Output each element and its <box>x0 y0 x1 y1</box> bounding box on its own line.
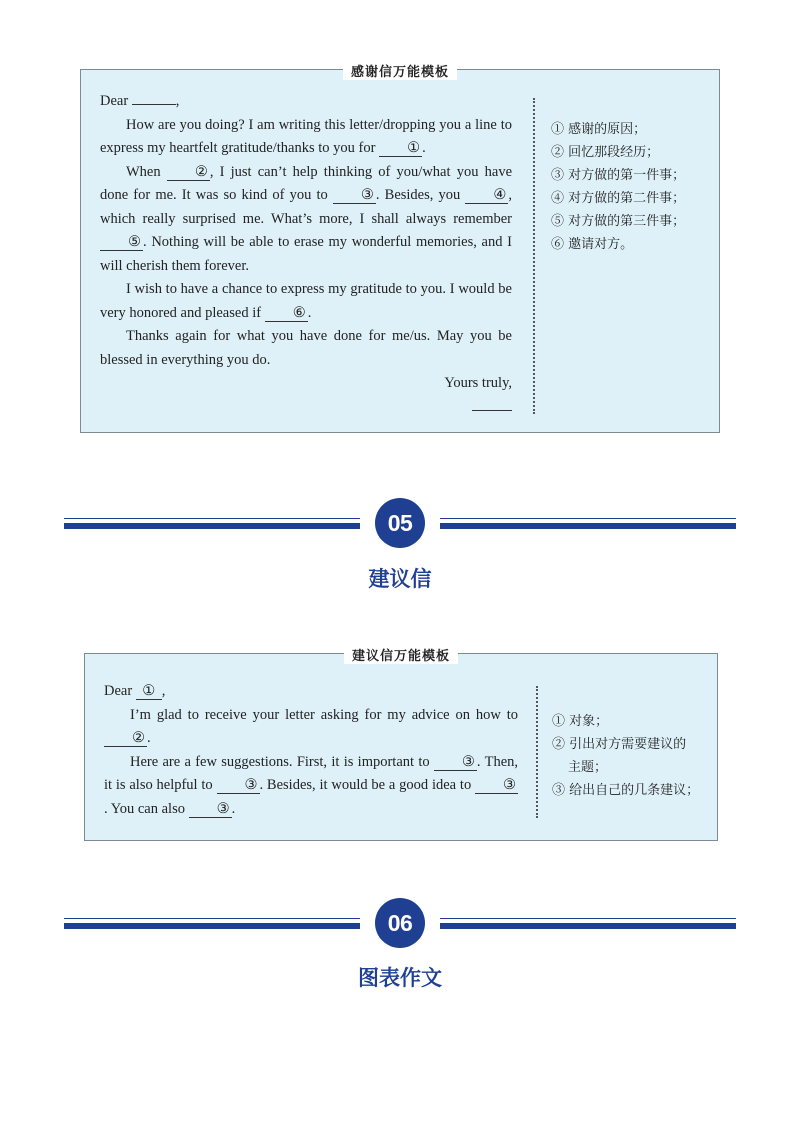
note-item: ④ 对方做的第二件事； <box>551 191 686 206</box>
name-blank <box>132 92 176 105</box>
blank-marker: ⑥ <box>265 305 308 322</box>
advice-letter-body <box>104 680 518 821</box>
header-rule-left <box>64 523 360 529</box>
blank-marker: ② <box>104 730 147 747</box>
note-item: ③ 对方做的第一件事； <box>551 168 686 183</box>
blank-marker: ④ <box>465 187 508 204</box>
thanks-greeting: Dear , <box>100 93 180 109</box>
thanks-closing: Yours truly, <box>444 375 512 391</box>
note-item: 主题； <box>568 760 608 775</box>
thanks-paragraph-1: How are you doing? I am writing this letter/dropping you a line to express my heartfelt gratitude/thanks to you for ① . <box>100 116 512 156</box>
blank-marker: ③ <box>434 754 477 771</box>
thanks-notes <box>551 118 711 256</box>
note-item: ② 引出对方需要建议的 <box>552 737 687 752</box>
blank-marker: ② <box>167 164 210 181</box>
blank-marker: ③ <box>475 777 518 794</box>
section-06-title: 图表作文 <box>358 966 442 990</box>
thanks-letter-template <box>80 65 720 433</box>
dotted-divider <box>536 686 538 818</box>
blank-marker: ① <box>379 140 422 157</box>
dotted-divider <box>533 98 535 414</box>
blank-marker: ⑤ <box>100 234 143 251</box>
advice-paragraph-2: Here are a few suggestions. First, it is important to ③ . Then, it is also helpful to ③ . Besides, it would be a good idea to ③. You can also ③ . <box>104 753 518 817</box>
section-05-title: 建议信 <box>368 567 432 591</box>
thanks-letter-body <box>100 90 512 419</box>
section-number-badge: 06 <box>375 898 425 948</box>
note-item: ③ 给出自己的几条建议； <box>552 783 700 798</box>
note-item: ⑥ 邀请对方。 <box>551 237 634 252</box>
blank-marker: ① <box>136 683 162 700</box>
note-item: ① 感谢的原因； <box>551 122 647 137</box>
header-rule-right <box>440 523 736 529</box>
blank-marker: ③ <box>333 187 376 204</box>
thanks-template-title: 感谢信万能模板 <box>343 61 457 80</box>
advice-notes <box>552 710 712 802</box>
note-item: ⑤ 对方做的第三件事； <box>551 214 686 229</box>
blank-marker: ③ <box>217 777 260 794</box>
signature-line <box>100 396 512 420</box>
section-05-header <box>64 498 736 558</box>
advice-letter-template <box>84 649 718 841</box>
header-rule-left <box>64 923 360 929</box>
advice-paragraph-1: I’m glad to receive your letter asking for my advice on how to ② . <box>104 704 518 751</box>
header-rule-right <box>440 923 736 929</box>
thanks-paragraph-2: When ② , I just can’t help thinking of you/what you have done for me. It was so kind of you to ③ . Besides, you ④ , which really surprised me. What’s more, I shall always remember ⑤ . Nothing will be able to erase my wonderful memories, and I will cherish them forever. <box>100 163 513 274</box>
section-06-header <box>64 898 736 958</box>
note-item: ① 对象； <box>552 714 609 729</box>
blank-marker: ③ <box>189 801 232 818</box>
thanks-paragraph-4: Thanks again for what you have done for me/us. May you be blessed in everything you do. <box>100 328 512 368</box>
advice-greeting: Dear ① , <box>104 683 166 699</box>
advice-template-title: 建议信万能模板 <box>344 645 458 664</box>
note-item: ② 回忆那段经历； <box>551 145 660 160</box>
section-number-badge: 05 <box>375 498 425 548</box>
thanks-paragraph-3: I wish to have a chance to express my gratitude to you. I would be very honored and pleased if ⑥ . <box>100 281 512 321</box>
